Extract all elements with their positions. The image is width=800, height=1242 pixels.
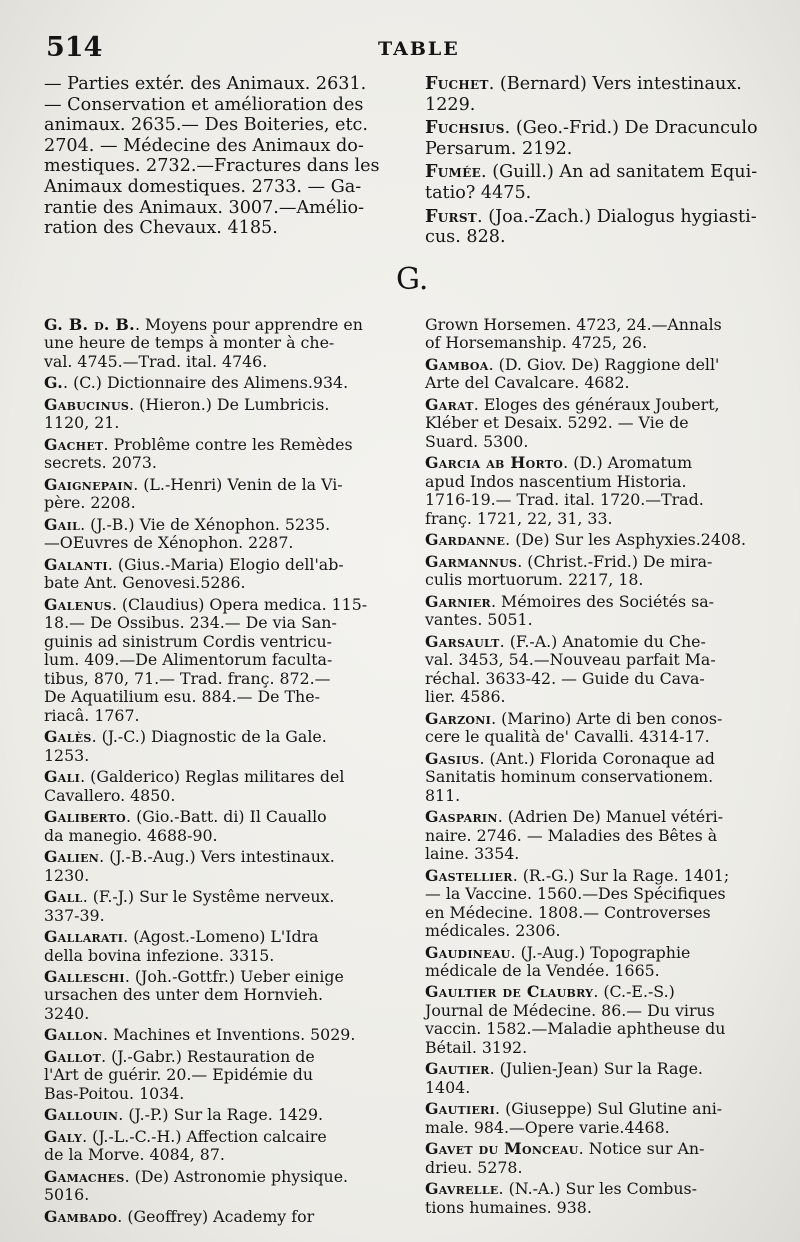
entry-text: 1404.: [425, 1077, 471, 1097]
index-entry: Gavrelle. (N.-A.) Sur les Combus- tions humaines. 938.: [425, 1179, 697, 1217]
entry-text: Kléber et Desaix. 5292. — Vie de: [425, 413, 689, 433]
running-head: TABLE: [378, 38, 460, 60]
entry-text: père. 2208.: [44, 493, 136, 513]
entry-author: Fumée: [425, 161, 482, 183]
entry-text: Persarum. 2192.: [425, 138, 573, 159]
entry-text: della bovina infezione. 3315.: [44, 945, 275, 965]
entry-text: médicale de la Vendée. 1665.: [425, 960, 660, 980]
entry-text: (Guill.) An ad sanitatem Equi-: [492, 162, 758, 183]
entry-text: (De) Sur les Asphyxies.2408.: [515, 530, 747, 550]
entry-text: 1253.: [44, 745, 90, 765]
entry-text: secrets. 2073.: [44, 453, 157, 473]
index-entry: Gautier. (Julien-Jean) Sur la Rage. 1404.: [425, 1059, 703, 1097]
entry-text: De Aquatilium esu. 884.— De The-: [44, 687, 320, 707]
entry-text: Suard. 5300.: [425, 431, 529, 451]
index-entry: Galy. (J.-L.-C.-H.) Affection calcaire de la Morve. 4084, 87.: [44, 1126, 327, 1165]
entry-text: (Joa.-Zach.) Dialogus hygiasti-: [488, 206, 757, 227]
entry-text: vantes. 5051.: [425, 610, 533, 630]
entry-line: ration des Chevaux. 4185.: [44, 218, 278, 239]
entry-author: Gaultier de Claubry: [425, 982, 594, 1002]
index-entry: Galleschi. (Joh.-Gottfr.) Ueber einige ursachen des unter dem Hornvieh. 3240.: [44, 966, 344, 1023]
entry-author: Gallouin: [44, 1105, 119, 1125]
entry-text: 337-39.: [44, 905, 105, 925]
index-entry: Gamaches. (De) Astronomie physique. 5016.: [44, 1166, 349, 1205]
entry-line: — Conservation et amélioration des: [44, 94, 364, 115]
entry-author: Gasparin: [425, 807, 498, 827]
entry-text: Bas-Poitou. 1034.: [44, 1083, 185, 1103]
index-entry: [425, 316, 777, 353]
index-entry: Galenus. (Claudius) Opera medica. 115- 18.— De Ossibus. 234.— De via San- guinis ad sinistrum Cordis ventricu- lum. 409.—De Alimentorum faculta- tibus, 870, 71.— Trad. franç. 872.— De Aquatilium esu. 884.— De The- riacâ. 1767.: [44, 594, 368, 725]
entry-text: val. 3453, 54.—Nouveau parfait Ma-: [425, 650, 716, 670]
index-entry: Furst. (Joa.-Zach.) Dialogus hygiasti- cus. 828.: [425, 205, 757, 248]
entry-text: lum. 409.—De Alimentorum faculta-: [44, 650, 333, 670]
entry-line: rantie des Animaux. 3007.—Amélio-: [44, 197, 365, 218]
entry-text: — la Vaccine. 1560.—Des Spécifiques: [425, 884, 726, 904]
index-entry: Fuchet. (Bernard) Vers intestinaux. 1229.: [425, 73, 742, 115]
index-entry: G. B. d. B.. Moyens pour apprendre en une heure de temps à monter à che- val. 4745.—Trad. ital. 4746.: [44, 315, 363, 371]
index-entry: Gallon. Machines et Inventions. 5029.: [44, 1025, 356, 1045]
right-column: [425, 316, 777, 1220]
entry-text: (De) Astronomie physique.: [134, 1166, 349, 1186]
entry-text: (J.-L.-C.-H.) Affection calcaire: [92, 1126, 327, 1146]
entry-author: Garsault: [425, 631, 500, 651]
entry-text: (Marino) Arte di ben conos-: [501, 708, 723, 728]
entry-text: Grown Horsemen. 4723, 24.—Annals: [425, 315, 722, 334]
entry-text: 1229.: [425, 94, 476, 115]
entry-text: Bétail. 3192.: [425, 1037, 528, 1057]
index-entry: Gasparin. (Adrien De) Manuel vétéri- naire. 2746. — Maladies des Bêtes à laine. 3354.: [425, 807, 724, 864]
entry-text: riacâ. 1767.: [44, 705, 140, 725]
entry-text: tatio? 4475.: [425, 182, 532, 203]
entry-text: Journal de Médecine. 86.— Du virus: [425, 1000, 715, 1020]
entry-author: Gallarati: [44, 927, 124, 947]
entry-text: 811.: [425, 785, 461, 805]
entry-text: réchal. 3633-42. — Guide du Cava-: [425, 668, 705, 688]
continued-entry: [44, 74, 394, 239]
index-entry: Gallouin. (J.-P.) Sur la Rage. 1429.: [44, 1105, 324, 1125]
entry-text: 1716-19.— Trad. ital. 1720.—Trad.: [425, 490, 704, 510]
index-entry: Gasius. (Ant.) Florida Coronaque ad Sanitatis hominum conservationem. 811.: [425, 748, 715, 805]
entry-text: (Gius.-Maria) Elogio dell'ab-: [117, 554, 344, 574]
entry-author: Garcia ab Horto: [425, 453, 564, 473]
entry-text: (Joh.-Gottfr.) Ueber einige: [134, 966, 344, 986]
index-entry: Gallarati. (Agost.-Lomeno) L'Idra della bovina infezione. 3315.: [44, 927, 319, 965]
entry-text: (J.-C.) Diagnostic de la Gale.: [101, 727, 327, 747]
entry-text: (J.-Aug.) Topographie: [520, 942, 691, 962]
entry-text: Problême contre les Remèdes: [113, 434, 353, 454]
entry-text: of Horsemanship. 4725, 26.: [425, 333, 648, 353]
entry-text: (D.) Aromatum: [573, 453, 693, 473]
index-entry: Gabucinus. (Hieron.) De Lumbricis. 1120, 21.: [44, 394, 330, 433]
index-entry: G.. (C.) Dictionnaire des Alimens.934.: [44, 373, 349, 393]
entry-text: en Médecine. 1808.— Controverses: [425, 902, 711, 922]
entry-text: ursachen des unter dem Hornvieh.: [44, 985, 324, 1005]
entry-text: Moyens pour apprendre en: [145, 315, 363, 334]
entry-text: (Ant.) Florida Coronaque ad: [489, 748, 715, 768]
entry-author: Gali: [44, 767, 81, 787]
index-entry: Gaignepain. (L.-Henri) Venin de la Vi- père. 2208.: [44, 474, 343, 513]
index-entry: Garcia ab Horto. (D.) Aromatum apud Indos nascentium Historia. 1716-19.— Trad. ital. 1720.—Trad. franç. 1721, 22, 31, 33.: [425, 453, 704, 528]
entry-author: Gardanne: [425, 530, 506, 550]
entry-author: Garzoni: [425, 708, 492, 728]
index-entry: Gamboa. (D. Giov. De) Raggione dell' Arte del Cavalcare. 4682.: [425, 354, 720, 393]
entry-line: 2704. — Médecine des Animaux do-: [44, 135, 364, 156]
entry-text: (Geo.-Frid.) De Dracunculo: [515, 118, 758, 139]
entry-author: Gavrelle: [425, 1179, 499, 1199]
entry-text: médicales. 2306.: [425, 921, 561, 941]
entry-text: Eloges des généraux Joubert,: [483, 394, 720, 414]
entry-author: Gallot: [44, 1046, 102, 1066]
entry-text: (Claudius) Opera medica. 115-: [121, 594, 368, 614]
entry-text: bate Ant. Genovesi.5286.: [44, 573, 246, 593]
index-entry: Gail. (J.-B.) Vie de Xénophon. 5235. —OEuvres de Xénophon. 2287.: [44, 514, 331, 553]
entry-author: Garmannus: [425, 551, 518, 571]
index-entry: Galiberto. (Gio.-Batt. di) Il Cauallo da manegio. 4688-90.: [44, 807, 327, 845]
entry-line: mestiques. 2732.—Fractures dans les: [44, 156, 380, 177]
entry-text: naire. 2746. — Maladies des Bêtes à: [425, 825, 718, 845]
entry-author: Gabucinus: [44, 394, 130, 414]
entry-text: culis mortuorum. 2217, 18.: [425, 570, 644, 590]
entry-text: (Adrien De) Manuel vétéri-: [507, 807, 724, 827]
entry-text: vaccin. 1582.—Maladie aphtheuse du: [425, 1019, 726, 1039]
entry-text: lier. 4586.: [425, 687, 506, 707]
index-entry: Galien. (J.-B.-Aug.) Vers intestinaux. 1230.: [44, 847, 335, 885]
entry-text: Sanitatis hominum conservationem.: [425, 767, 714, 787]
entry-line: Animaux domestiques. 2733. — Ga-: [44, 176, 362, 197]
entry-author: Garnier: [425, 591, 491, 611]
entry-line: animaux. 2635.— Des Boiteries, etc.: [44, 115, 368, 136]
entry-author: Gaudineau: [425, 942, 511, 962]
entry-text: (J.-B.) Vie de Xénophon. 5235.: [90, 514, 331, 534]
entry-author: Gall: [44, 887, 83, 907]
entry-text: (Galderico) Reglas militares del: [90, 767, 345, 787]
index-entry: Fuchsius. (Geo.-Frid.) De Dracunculo Persarum. 2192.: [425, 117, 758, 159]
index-entry: Gallot. (J.-Gabr.) Restauration de l'Art de guérir. 20.— Epidémie du Bas-Poitou. 1034.: [44, 1046, 315, 1103]
entry-author: Gautier: [425, 1059, 490, 1079]
index-entry: Garzoni. (Marino) Arte di ben conos- cere le qualità de' Cavalli. 4314-17.: [425, 708, 723, 747]
entry-text: (J.-P.) Sur la Rage. 1429.: [128, 1105, 324, 1125]
entry-author: Gaignepain: [44, 474, 134, 494]
entry-text: cere le qualità de' Cavalli. 4314-17.: [425, 727, 710, 747]
entry-text: 3240.: [44, 1003, 90, 1023]
entry-text: Machines et Inventions. 5029.: [112, 1025, 356, 1045]
entry-author: Furst: [425, 205, 478, 227]
entry-text: (Agost.-Lomeno) L'Idra: [133, 927, 319, 947]
entry-author: Galleschi: [44, 966, 125, 986]
entry-text: 1230.: [44, 865, 90, 885]
index-entry: Gaudineau. (J.-Aug.) Topographie médicale de la Vendée. 1665.: [425, 942, 691, 980]
entry-text: cus. 828.: [425, 227, 506, 248]
entry-text: Cavallero. 4850.: [44, 785, 176, 805]
entry-author: Gambado: [44, 1206, 118, 1226]
entry-text: 1120, 21.: [44, 413, 120, 433]
entry-author: Gamaches: [44, 1166, 125, 1186]
index-entry: Galès. (J.-C.) Diagnostic de la Gale. 1253.: [44, 727, 327, 765]
entry-text: de la Morve. 4084, 87.: [44, 1145, 225, 1165]
entry-text: (D. Giov. De) Raggione dell': [498, 354, 720, 374]
entry-text: (Hieron.) De Lumbricis.: [139, 394, 330, 414]
entry-author: Gautieri: [425, 1099, 496, 1119]
entry-author: Galiberto: [44, 807, 127, 827]
entry-author: G. B. d. B.: [44, 315, 135, 334]
entry-author: Galanti: [44, 554, 108, 574]
entry-text: (J.-Gabr.) Restauration de: [111, 1046, 315, 1066]
entry-text: da manegio. 4688-90.: [44, 825, 218, 845]
entry-text: male. 984.—Opere varie.4468.: [425, 1117, 670, 1137]
entry-text: laine. 3354.: [425, 844, 520, 864]
entry-text: tions humaines. 938.: [425, 1197, 592, 1217]
entry-author: G.: [44, 373, 64, 393]
entry-author: Fuchet: [425, 73, 489, 94]
entry-text: (Christ.-Frid.) De mira-: [527, 551, 713, 571]
entry-text: Mémoires des Sociétés sa-: [501, 591, 714, 611]
entry-text: tibus, 870, 71.— Trad. franç. 872.—: [44, 668, 331, 688]
entry-text: val. 4745.—Trad. ital. 4746.: [44, 351, 268, 371]
entry-text: (Bernard) Vers intestinaux.: [499, 74, 742, 94]
entry-text: (C.-E.-S.): [603, 982, 675, 1002]
entry-text: (J.-B.-Aug.) Vers intestinaux.: [109, 847, 335, 867]
entry-line: — Parties extér. des Animaux. 2631.: [44, 74, 367, 94]
entry-author: Gail: [44, 514, 81, 534]
index-entry: Gastellier. (R.-G.) Sur la Rage. 1401; — la Vaccine. 1560.—Des Spécifiques en Médecine. 1808.— Controverses médicales. 2306.: [425, 865, 730, 941]
index-entry: Garmannus. (Christ.-Frid.) De mira- culis mortuorum. 2217, 18.: [425, 551, 713, 590]
entry-author: Galien: [44, 847, 100, 867]
entry-text: (Geoffrey) Academy for: [127, 1206, 315, 1226]
index-entry: Garat. Eloges des généraux Joubert, Kléber et Desaix. 5292. — Vie de Suard. 5300.: [425, 394, 720, 451]
page-header: [40, 28, 780, 68]
entry-text: guinis ad sinistrum Cordis ventricu-: [44, 631, 333, 651]
index-entry: Gardanne. (De) Sur les Asphyxies.2408.: [425, 530, 747, 550]
index-entry: Galanti. (Gius.-Maria) Elogio dell'ab- bate Ant. Genovesi.5286.: [44, 554, 344, 593]
entry-author: Galenus: [44, 594, 112, 614]
entry-author: Galy: [44, 1126, 83, 1146]
index-entry: Gachet. Problême contre les Remèdes secrets. 2073.: [44, 434, 353, 473]
entry-text: (F.-J.) Sur le Systême nerveux.: [92, 887, 335, 907]
index-entry: Gali. (Galderico) Reglas militares del Cavallero. 4850.: [44, 767, 345, 805]
top-right-entries: [425, 74, 775, 251]
section-letter: G.: [396, 262, 429, 297]
entry-text: franç. 1721, 22, 31, 33.: [425, 508, 613, 528]
entry-text: (N.-A.) Sur les Combus-: [508, 1179, 697, 1199]
index-entry: Gall. (F.-J.) Sur le Systême nerveux. 337-39.: [44, 887, 335, 925]
entry-author: Gallon: [44, 1025, 103, 1045]
entry-author: Gastellier: [425, 865, 513, 885]
index-entry: Gavet du Monceau. Notice sur An- drieu. 5278.: [425, 1139, 705, 1177]
entry-text: 18.— De Ossibus. 234.— De via San-: [44, 613, 337, 633]
entry-text: Notice sur An-: [588, 1139, 705, 1159]
index-entry: Fumée. (Guill.) An ad sanitatem Equi- tatio? 4475.: [425, 161, 758, 203]
entry-author: Gasius: [425, 748, 480, 768]
left-column: [44, 316, 396, 1229]
entry-text: (Gio.-Batt. di) Il Cauallo: [136, 807, 327, 827]
entry-text: (F.-A.) Anatomie du Che-: [509, 631, 706, 651]
entry-author: Gavet du Monceau: [425, 1139, 579, 1159]
entry-author: Garat: [425, 394, 474, 414]
index-entry: Gaultier de Claubry. (C.-E.-S.) Journal de Médecine. 86.— Du virus vaccin. 1582.—Maladie aphtheuse du Bétail. 3192.: [425, 982, 726, 1057]
entry-author: Galès: [44, 727, 92, 747]
entry-text: (L.-Henri) Venin de la Vi-: [143, 474, 343, 494]
entry-text: 5016.: [44, 1185, 90, 1205]
entry-text: (C.) Dictionnaire des Alimens.934.: [73, 373, 349, 393]
index-entry: Garnier. Mémoires des Sociétés sa- vantes. 5051.: [425, 591, 714, 630]
entry-text: (Julien-Jean) Sur la Rage.: [499, 1059, 703, 1079]
index-entry: Gautieri. (Giuseppe) Sul Glutine ani- male. 984.—Opere varie.4468.: [425, 1099, 723, 1137]
index-entry: Gambado. (Geoffrey) Academy for: [44, 1206, 315, 1226]
entry-text: drieu. 5278.: [425, 1157, 523, 1177]
page-number: 514: [46, 32, 103, 63]
entry-author: Gamboa: [425, 354, 489, 374]
entry-author: Fuchsius: [425, 117, 505, 139]
entry-text: une heure de temps à monter à che-: [44, 333, 335, 353]
entry-text: Arte del Cavalcare. 4682.: [425, 373, 630, 393]
entry-text: —OEuvres de Xénophon. 2287.: [44, 533, 294, 553]
entry-text: (R.-G.) Sur la Rage. 1401;: [522, 865, 730, 885]
entry-text: apud Indos nascentium Historia.: [425, 471, 687, 491]
entry-text: l'Art de guérir. 20.— Epidémie du: [44, 1065, 314, 1085]
index-entry: Garsault. (F.-A.) Anatomie du Che- val. 3453, 54.—Nouveau parfait Ma- réchal. 3633-42. — Guide du Cava- lier. 4586.: [425, 631, 716, 707]
entry-author: Gachet: [44, 434, 104, 454]
entry-text: (Giuseppe) Sul Glutine ani-: [505, 1099, 723, 1119]
